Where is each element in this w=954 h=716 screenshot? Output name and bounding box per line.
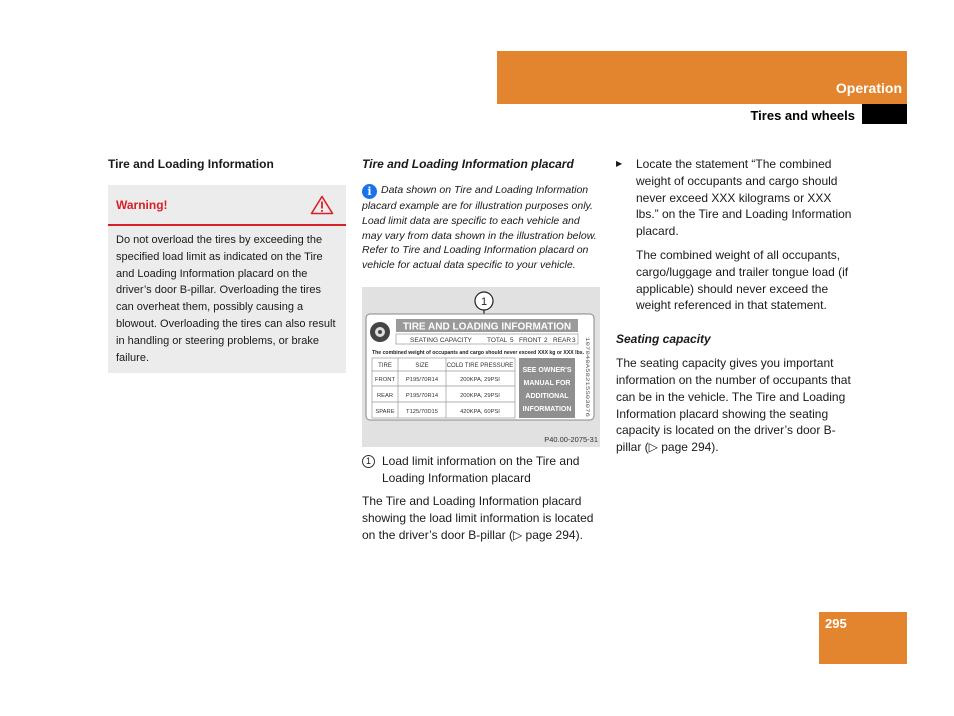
front-value: 2 bbox=[544, 336, 548, 344]
row-rear-tire: REAR bbox=[376, 392, 394, 399]
placard-title: TIRE AND LOADING INFORMATION bbox=[402, 321, 572, 333]
column-1 bbox=[108, 156, 346, 373]
row-rear-size: P195/70R14 bbox=[405, 392, 439, 399]
tire-loading-heading: Tire and Loading Information bbox=[108, 157, 274, 171]
section-title: Operation bbox=[835, 80, 902, 96]
bullet-arrow-icon: ▶ bbox=[616, 159, 623, 168]
page-number-box bbox=[819, 612, 907, 664]
row-rear-pressure: 200KPA, 29PSI bbox=[460, 392, 500, 399]
combined-weight-paragraph: The combined weight of all occupants, cargo/luggage and trailer tongue load (if applicable) should never exceed the weight referenced in that statement. bbox=[636, 247, 849, 313]
row-front-tire: FRONT bbox=[375, 376, 395, 383]
row-front-pressure: 200KPA, 29PSI bbox=[460, 376, 500, 383]
header-tab bbox=[862, 104, 907, 124]
front-label: FRONT bbox=[519, 336, 542, 344]
col-pressure-header: COLD TIRE PRESSURE bbox=[446, 362, 514, 369]
seating-capacity-heading: Seating capacity bbox=[616, 332, 711, 347]
callout-number: 1 bbox=[480, 295, 488, 308]
owners-line-1: SEE OWNER'S bbox=[522, 366, 572, 374]
rear-label: REAR bbox=[553, 336, 572, 344]
placard-svg bbox=[362, 287, 600, 447]
bullet-text: Locate the statement “The combined weight of occupants and cargo should never exceed XXX kilograms or XXX lbs.” on the Tire and Loading Information placard. bbox=[636, 157, 852, 239]
seating-capacity-text: The seating capacity gives you important information on the number of occupants that can be in the vehicle. The Tire and Loading Information placard showing the seating capacity is located on the driver’s door B-pillar (▷ page 294). bbox=[616, 356, 851, 455]
owners-line-3: ADDITIONAL bbox=[525, 392, 569, 400]
info-icon: i bbox=[362, 184, 377, 199]
header-bar bbox=[497, 51, 907, 104]
placard-heading: Tire and Loading Information placard bbox=[362, 157, 574, 171]
placard-side-code: 107040A58215S03076 bbox=[584, 336, 591, 397]
col-size-header: SIZE bbox=[415, 362, 429, 369]
figure-caption bbox=[362, 453, 600, 487]
combined-weight-text: The combined weight of occupants and cargo should never exceed XXX kg or XXX lbs. bbox=[372, 349, 585, 356]
column-3 bbox=[616, 156, 856, 456]
owners-line-4: INFORMATION bbox=[522, 405, 572, 413]
caption-number: 1 bbox=[362, 455, 375, 468]
total-value: 5 bbox=[510, 336, 514, 344]
rear-value: 3 bbox=[572, 336, 576, 344]
seating-label: SEATING CAPACITY bbox=[410, 336, 472, 344]
warning-box bbox=[108, 185, 346, 373]
bullet-item bbox=[616, 156, 856, 240]
placard-illustration bbox=[362, 287, 600, 447]
row-spare-pressure: 420KPA, 60PSI bbox=[460, 408, 500, 415]
info-note bbox=[362, 183, 600, 273]
column-2 bbox=[362, 156, 600, 543]
placard-location-text: The Tire and Loading Information placard showing the load limit information is located on the driver’s door B-pillar (▷ page 294). bbox=[362, 493, 594, 542]
warning-title: Warning! bbox=[116, 197, 168, 212]
col-tire-header: TIRE bbox=[378, 362, 392, 369]
row-spare-size: T125/70D15 bbox=[406, 408, 438, 415]
warning-header bbox=[108, 185, 346, 226]
figure-code: P40.00-2075-31 bbox=[544, 434, 598, 444]
row-front-size: P195/70R14 bbox=[405, 376, 439, 383]
subsection-title: Tires and wheels bbox=[750, 108, 855, 123]
owners-line-2: MANUAL FOR bbox=[523, 379, 571, 387]
warning-triangle-icon bbox=[310, 195, 334, 215]
total-label: TOTAL bbox=[487, 336, 508, 344]
info-note-text: Data shown on Tire and Loading Information placard example are for illustration purposes only. Load limit data are specific to each vehicle and may vary from data shown in the illustration below. Refer to Tire and Loading Information placard on vehicle for actual data specific to your vehicle. bbox=[362, 184, 597, 272]
row-spare-tire: SPARE bbox=[375, 408, 395, 415]
warning-text: Do not overload the tires by exceeding the specified load limit as indicated on the Tire and Loading Information placard on the driver’s door B-pillar. Overloading the tires can overheat them, possibly causing a blowout. Overloading the tires can also result in handling or steering problems, or brake failure. bbox=[116, 234, 336, 364]
caption-text: Load limit information on the Tire and Loading Information placard bbox=[382, 453, 580, 485]
page-number: 295 bbox=[825, 616, 847, 631]
